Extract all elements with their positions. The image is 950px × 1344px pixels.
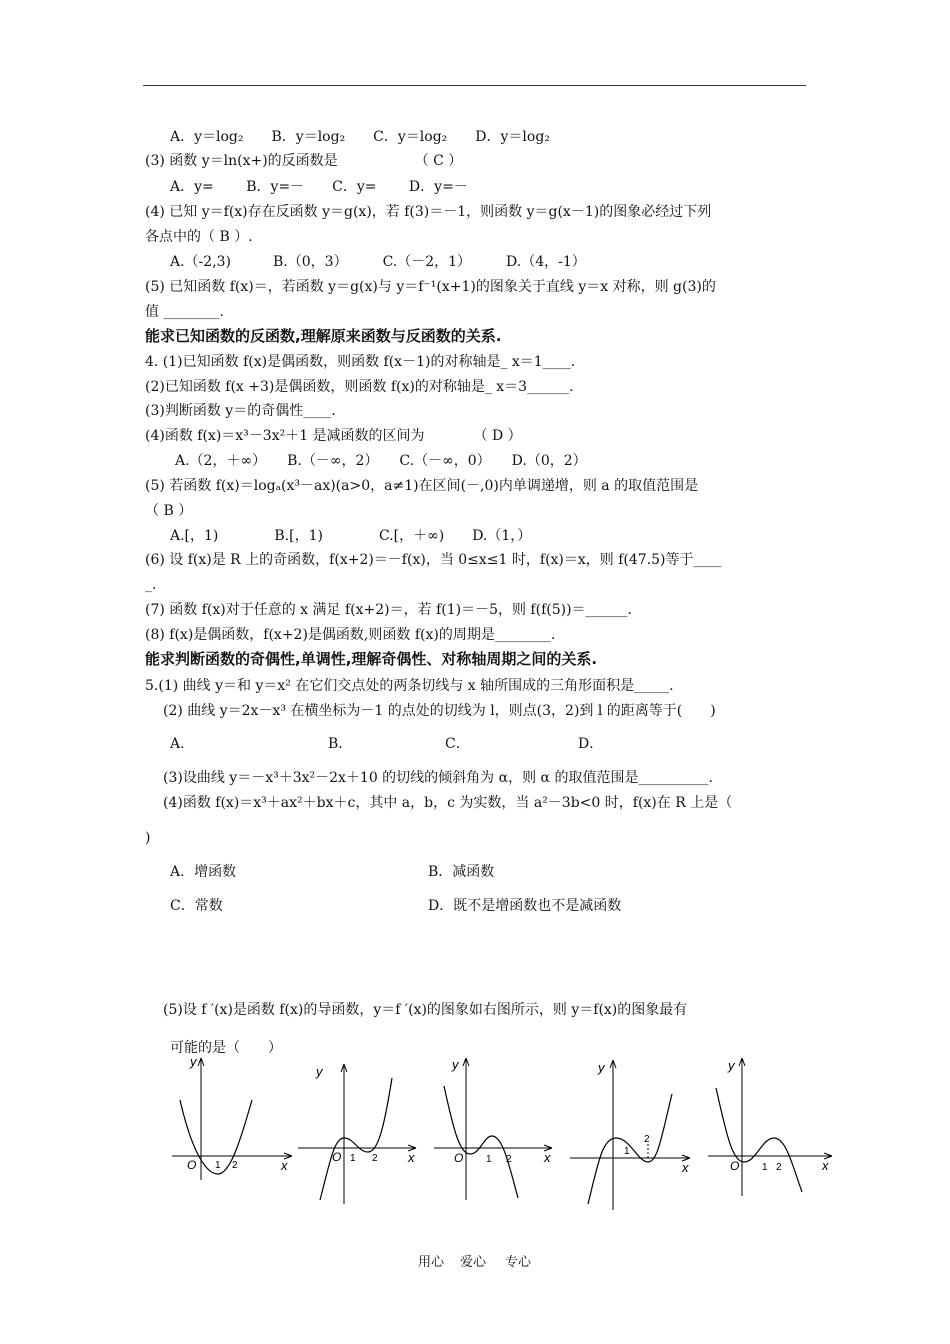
q4-options: A.（-2,3) B.（0，3） C.（－2，1） D.（4，-1） — [170, 254, 586, 270]
q5-2-stem: (2) 曲线 y＝2x－x³ 在横坐标为－1 的点处的切线为 l，则点(3，2)到 l 的距离等于( ) — [163, 703, 716, 719]
footer-left: 用心 — [418, 1255, 445, 1270]
q2-options: A．y＝log₂ B．y＝log₂ C．y＝log₂ D．y＝log₂ — [170, 129, 550, 145]
q4-5-answer: （ B ） — [145, 503, 193, 519]
q4-2: (2)已知函数 f(x +3)是偶函数，则函数 f(x)的对称轴是_ x＝3______. — [145, 379, 574, 395]
q5-stem-line2: 值 ________. — [145, 304, 224, 320]
q4-4-options: A.（2，＋∞） B.（－∞，2） C.（－∞，0） D.（0，2） — [175, 453, 587, 469]
q5-5-stem-line2: 可能的是（ ） — [170, 1040, 282, 1056]
q4-5-stem: (5) 若函数 f(x)＝logₐ(x³－ax)(a>0，a≠1)在区间(－,0)内单调递增，则 a 的取值范围是 — [145, 478, 699, 494]
svg-text:1: 1 — [762, 1162, 768, 1173]
section-summary-2: 能求判断函数的奇偶性,单调性,理解奇偶性、对称轴周期之间的关系. — [145, 650, 598, 668]
q5-2-option-a: A． — [170, 736, 195, 752]
q4-8: (8) f(x)是偶函数，f(x+2)是偶函数,则函数 f(x)的周期是________. — [145, 627, 556, 643]
svg-text:O: O — [187, 1158, 197, 1172]
graph-option-a — [296, 1058, 424, 1208]
q5-1: 5.(1) 曲线 y＝和 y＝x² 在它们交点处的两条切线与 x 轴所围成的三角形面积是_____. — [145, 678, 674, 694]
svg-text:x: x — [544, 1150, 551, 1165]
q4-1: 4. (1)已知函数 f(x)是偶函数，则函数 f(x－1)的对称轴是_ x＝1____. — [145, 354, 576, 370]
q5-4-option-d: D．既不是增函数也不是减函数 — [428, 898, 622, 914]
svg-text:2: 2 — [776, 1162, 782, 1173]
q5-4-stem: (4)函数 f(x)＝x³＋ax²＋bx＋c，其中 a，b，c 为实数，当 a²－3b<0 时，f(x)在 R 上是（ — [163, 795, 733, 811]
footer-middle: 爱心 — [460, 1255, 487, 1270]
q4-stem-line1: (4) 已知 y＝f(x)存在反函数 y＝g(x)，若 f(3)＝－1，则函数 y＝g(x－1)的图象必经过下列 — [145, 204, 712, 220]
svg-text:y: y — [728, 1058, 735, 1073]
q4-5-options: A.[，1) B.[，1) C.[，＋∞) D.（1，） — [170, 528, 532, 544]
svg-text:2: 2 — [372, 1153, 378, 1164]
svg-text:y: y — [452, 1057, 459, 1072]
svg-text:O: O — [730, 1159, 740, 1173]
svg-text:1: 1 — [350, 1153, 356, 1164]
svg-text:x: x — [408, 1150, 415, 1165]
svg-text:y: y — [190, 1054, 197, 1069]
svg-text:O: O — [332, 1150, 342, 1164]
q5-stem-line1: (5) 已知函数 f(x)＝，若函数 y＝g(x)与 y＝f⁻¹(x+1)的图象关于直线 y＝x 对称，则 g(3)的 — [145, 279, 716, 295]
svg-text:x: x — [281, 1158, 288, 1173]
svg-text:1: 1 — [486, 1154, 492, 1165]
svg-text:1: 1 — [215, 1160, 221, 1171]
derivative-graph — [168, 1052, 298, 1182]
footer-right: 专心 — [505, 1255, 532, 1270]
svg-text:y: y — [316, 1064, 323, 1079]
q5-5-stem: (5)设 f ′(x)是函数 f(x)的导函数，y＝f ′(x)的图象如右图所示，则 y＝f(x)的图象最有 — [163, 1002, 688, 1018]
q5-2-option-b: B． — [328, 736, 353, 752]
q4-3: (3)判断函数 y＝的奇偶性____. — [145, 403, 336, 419]
q3-stem: (3) 函数 y＝ln(x+)的反函数是 （ C ） — [145, 153, 463, 169]
svg-text:x: x — [682, 1160, 689, 1175]
header-rule — [143, 85, 806, 86]
q5-2-option-c: C． — [445, 736, 470, 752]
graph-option-d — [704, 1052, 838, 1200]
q5-4-option-a: A．增函数 — [170, 864, 237, 880]
graph-option-c — [566, 1054, 696, 1214]
svg-text:2: 2 — [232, 1160, 238, 1171]
svg-text:1: 1 — [624, 1146, 630, 1157]
q3-options: A．y= B．y=－ C．y= D．y=－ — [170, 179, 468, 195]
q4-6-line1: (6) 设 f(x)是 R 上的奇函数，f(x+2)＝－f(x)，当 0≤x≤1 时，f(x)＝x，则 f(47.5)等于____ — [145, 552, 722, 568]
q5-2-option-d: D． — [578, 736, 604, 752]
q5-4-close: ) — [145, 830, 151, 846]
svg-text:2: 2 — [506, 1154, 512, 1165]
svg-text:y: y — [598, 1060, 605, 1075]
graph-option-b — [430, 1052, 560, 1202]
q5-4-option-c: C．常数 — [170, 898, 223, 914]
q4-stem-line2: 各点中的（ B ）. — [145, 229, 253, 245]
q4-6-line2: _. — [145, 577, 157, 593]
svg-text:2: 2 — [644, 1134, 650, 1145]
q5-3: (3)设曲线 y＝－x³＋3x²－2x＋10 的切线的倾斜角为 α，则 α 的取值范围是__________. — [163, 770, 713, 786]
svg-text:O: O — [454, 1151, 464, 1165]
q5-4-option-b: B．减函数 — [428, 864, 495, 880]
q4-7: (7) 函数 f(x)对于任意的 x 满足 f(x+2)＝，若 f(1)＝－5，则 f(f(5))＝______. — [145, 602, 633, 618]
section-summary-1: 能求已知函数的反函数,理解原来函数与反函数的关系. — [145, 327, 502, 345]
svg-text:x: x — [822, 1158, 829, 1173]
q4-4-stem: (4)函数 f(x)＝x³－3x²＋1 是减函数的区间为 （ D ） — [145, 428, 522, 444]
